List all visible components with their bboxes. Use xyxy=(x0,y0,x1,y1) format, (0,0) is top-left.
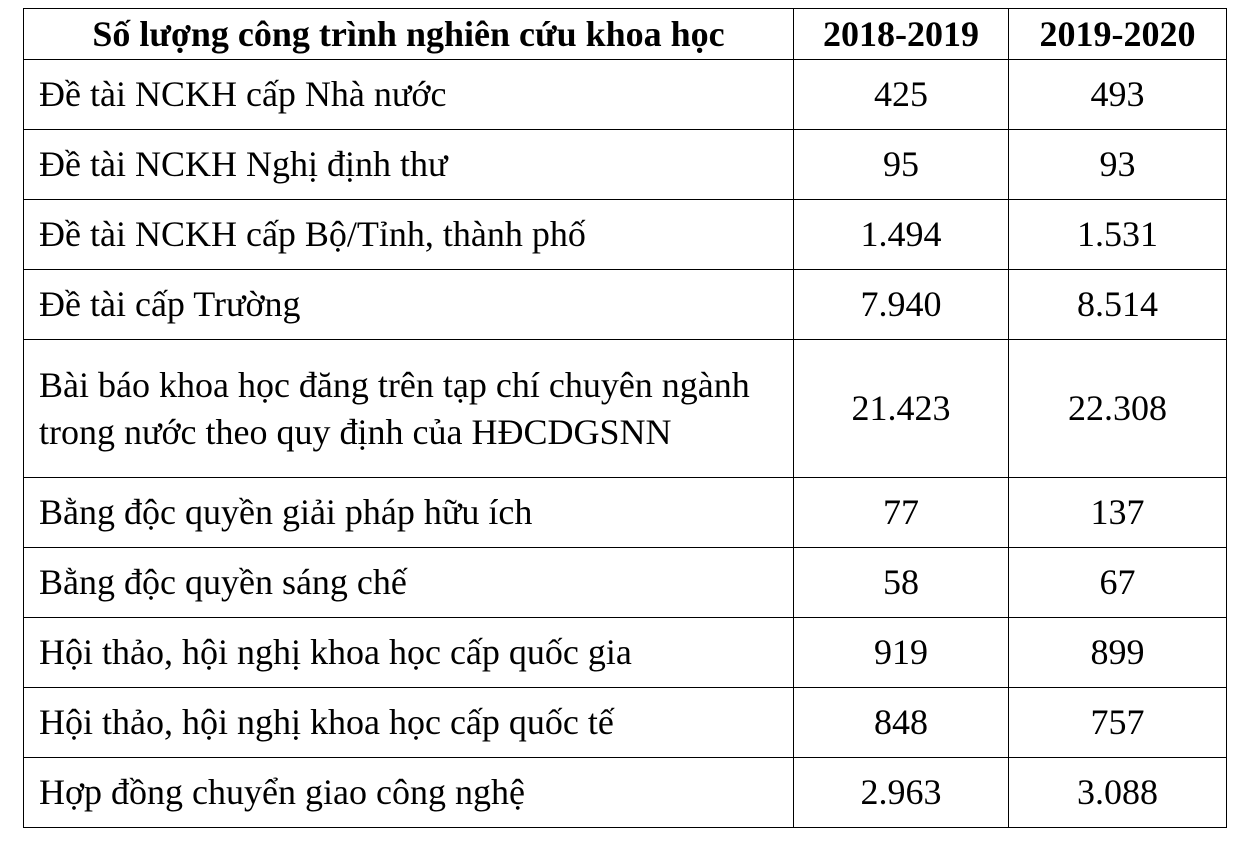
row-label: Bằng độc quyền sáng chế xyxy=(24,548,794,618)
row-label: Đề tài NCKH Nghị định thư xyxy=(24,130,794,200)
table-row xyxy=(24,200,1227,270)
table-row xyxy=(24,548,1227,618)
value-2018-2019: 58 xyxy=(794,548,1009,618)
table-row xyxy=(24,478,1227,548)
value-2018-2019: 21.423 xyxy=(794,340,1009,478)
value-2018-2019: 2.963 xyxy=(794,758,1009,828)
header-year-2018-2019: 2018-2019 xyxy=(794,9,1009,60)
value-2019-2020: 137 xyxy=(1009,478,1227,548)
table-header-row xyxy=(24,9,1227,60)
header-year-2019-2020: 2019-2020 xyxy=(1009,9,1227,60)
table-row xyxy=(24,618,1227,688)
row-label: Hội thảo, hội nghị khoa học cấp quốc tế xyxy=(24,688,794,758)
value-2018-2019: 77 xyxy=(794,478,1009,548)
value-2018-2019: 425 xyxy=(794,60,1009,130)
value-2018-2019: 919 xyxy=(794,618,1009,688)
table-row xyxy=(24,688,1227,758)
table-row xyxy=(24,130,1227,200)
row-label: Bằng độc quyền giải pháp hữu ích xyxy=(24,478,794,548)
table-row xyxy=(24,340,1227,478)
research-stats-table xyxy=(23,8,1227,828)
value-2018-2019: 95 xyxy=(794,130,1009,200)
value-2019-2020: 1.531 xyxy=(1009,200,1227,270)
header-category: Số lượng công trình nghiên cứu khoa học xyxy=(24,9,794,60)
value-2018-2019: 1.494 xyxy=(794,200,1009,270)
row-label: Đề tài NCKH cấp Bộ/Tỉnh, thành phố xyxy=(24,200,794,270)
value-2019-2020: 757 xyxy=(1009,688,1227,758)
value-2019-2020: 93 xyxy=(1009,130,1227,200)
value-2019-2020: 899 xyxy=(1009,618,1227,688)
table-row xyxy=(24,270,1227,340)
row-label: Bài báo khoa học đăng trên tạp chí chuyên ngành trong nước theo quy định của HĐCDGSNN xyxy=(24,340,794,478)
table-row xyxy=(24,60,1227,130)
row-label: Đề tài NCKH cấp Nhà nước xyxy=(24,60,794,130)
row-label: Hợp đồng chuyển giao công nghệ xyxy=(24,758,794,828)
row-label: Đề tài cấp Trường xyxy=(24,270,794,340)
value-2019-2020: 22.308 xyxy=(1009,340,1227,478)
table-row xyxy=(24,758,1227,828)
value-2019-2020: 8.514 xyxy=(1009,270,1227,340)
value-2019-2020: 3.088 xyxy=(1009,758,1227,828)
row-label: Hội thảo, hội nghị khoa học cấp quốc gia xyxy=(24,618,794,688)
value-2018-2019: 848 xyxy=(794,688,1009,758)
value-2019-2020: 67 xyxy=(1009,548,1227,618)
value-2019-2020: 493 xyxy=(1009,60,1227,130)
value-2018-2019: 7.940 xyxy=(794,270,1009,340)
